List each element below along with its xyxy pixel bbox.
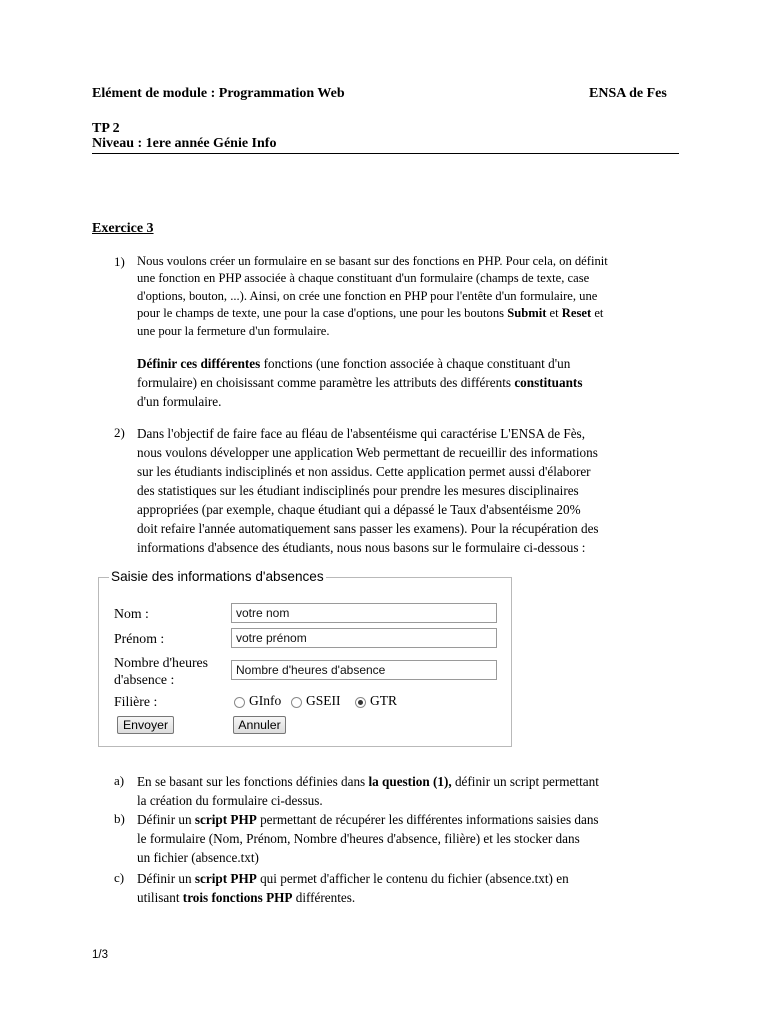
q1-text: Nous voulons créer un formulaire en se basant sur des fonctions en PHP. Pour cela, on définit une fonction en PHP associée à chaque constituant d'un formulaire (champs de texte, case d'options, bouton, ...). Ainsi, on crée une fonction en PHP pour l'entête d'un formulaire, une pour le champs de texte, une pour la case d'options, une pour les boutons Submit et Reset et une pour la fermeture d'un formulaire.	[137, 254, 608, 338]
nom-label: Nom :	[114, 606, 149, 621]
absence-form	[98, 569, 512, 747]
heures-input[interactable]	[231, 660, 497, 680]
envoyer-button[interactable]: Envoyer	[117, 716, 174, 734]
radio-ginfo-label: GInfo	[249, 693, 282, 708]
task-b-number: b)	[114, 811, 125, 826]
task-b-text: Définir un script PHP permettant de récupérer les différentes informations saisies dans le formulaire (Nom, Prénom, Nombre d'heures d'absence, filière) et les stocker dans un fichier (absence.txt)	[137, 812, 599, 865]
school-name: ENSA de Fes	[589, 86, 667, 101]
heures-label-line1: Nombre d'heures	[114, 655, 209, 670]
q2-number: 2)	[114, 425, 125, 440]
heures-label-line2: d'absence :	[114, 672, 175, 687]
tp-label: TP 2	[92, 121, 120, 136]
radio-ginfo[interactable]	[234, 697, 245, 708]
q1-definition: Définir ces différentes fonctions (une fonction associée à chaque constituant d'un formulaire) en choisissant comme paramètre les attributs des différents constituants d'un formulaire.	[137, 356, 583, 409]
annuler-button[interactable]: Annuler	[233, 716, 286, 734]
radio-gseii-label: GSEII	[306, 693, 341, 708]
header-rule	[92, 153, 679, 154]
task-a-number: a)	[114, 773, 125, 788]
nom-input[interactable]	[231, 603, 497, 623]
q1-number: 1)	[114, 254, 125, 269]
radio-gtr[interactable]	[355, 697, 366, 708]
niveau-label: Niveau : 1ere année Génie Info	[92, 136, 277, 151]
task-c-text: Définir un script PHP qui permet d'afficher le contenu du fichier (absence.txt) en utilisant trois fonctions PHP différentes.	[137, 871, 569, 905]
form-legend: Saisie des informations d'absences	[111, 569, 324, 584]
task-a-text: En se basant sur les fonctions définies dans la question (1), définir un script permettant la création du formulaire ci-dessus.	[137, 774, 599, 808]
task-c-number: c)	[114, 870, 125, 885]
filiere-label: Filière :	[114, 694, 158, 709]
exercise-title: Exercice 3	[92, 221, 154, 236]
page-number: 1/3	[92, 949, 108, 961]
q2-text: Dans l'objectif de faire face au fléau de l'absentéisme qui caractérise L'ENSA de Fès, nous voulons développer une application Web permettant de recueillir des informations sur les étudiants indisciplinés et non assidus. Cette application permet aussi d'élaborer des statistiques sur les étudiant indisciplinés pour prendre les mesures disciplinaires appropriées (par exemple, chaque étudiant qui a dépassé le Taux d'absentéisme 20% doit refaire l'année automatiquement sans passer les examens). Pour la récupération des informations d'absence des étudiants, nous nous basons sur le formulaire ci-dessous :	[137, 426, 599, 555]
prenom-label: Prénom :	[114, 631, 165, 646]
prenom-input[interactable]	[231, 628, 497, 648]
radio-gseii[interactable]	[291, 697, 302, 708]
radio-gtr-label: GTR	[370, 693, 397, 708]
module-title: Elément de module : Programmation Web	[92, 86, 345, 101]
